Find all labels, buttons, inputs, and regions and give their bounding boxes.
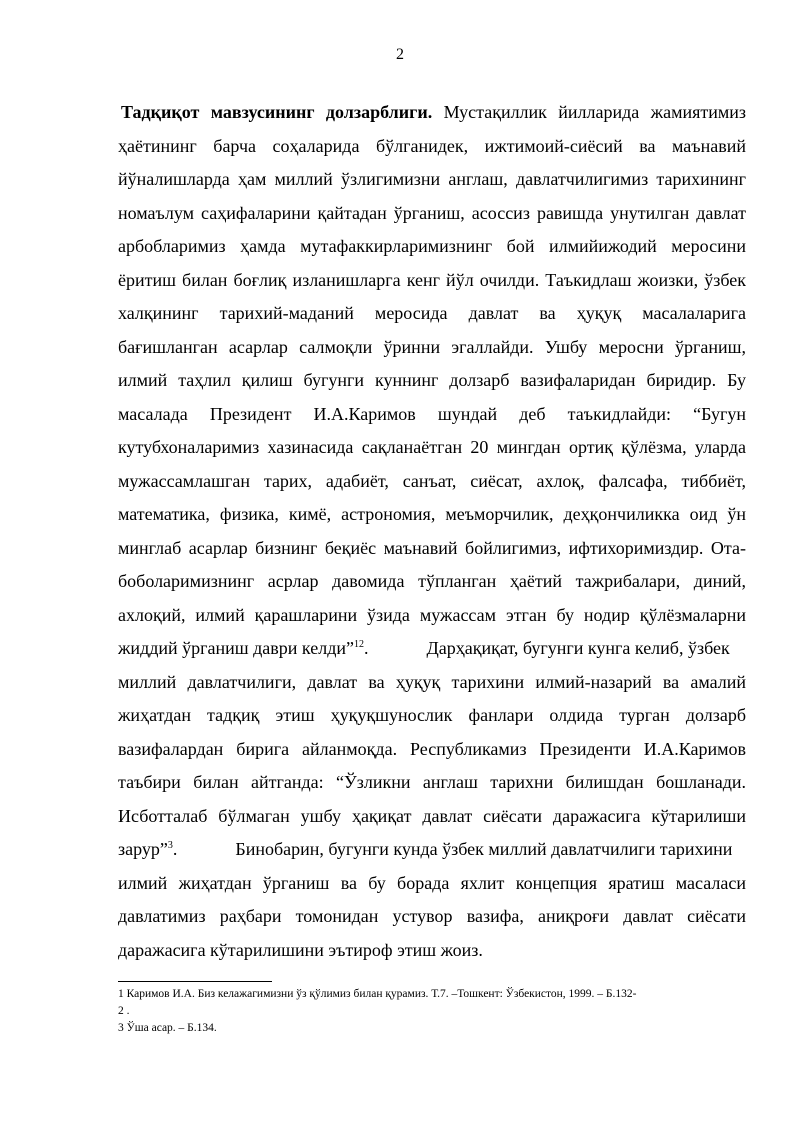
text-span: Бинобарин, бугунги кунда ўзбек миллий давлатчилиги тарихини [235, 839, 733, 859]
footnote-item: 2 . [118, 1005, 130, 1017]
text-line: масалада Президент И.А.Каримов шундай деб таъкидлайди: “Бугун [118, 403, 746, 424]
text-span: зарур” [118, 839, 168, 859]
footnote-item: 3 Ўша асар. – Б.134. [118, 1022, 217, 1034]
text-line: кутубхоналаримиз хазинасида сақланаётган 20 мингдан ортиқ қўлёзма, уларда [118, 437, 746, 457]
text-line: Исботталаб бўлмаган ушбу ҳақиқат давлат сиёсати даражасига кўтарилиши [118, 805, 746, 826]
footnote-ref[interactable]: 12 [353, 639, 364, 650]
text-line: илмий таҳлил қилиш бугунги куннинг долзарб вазифаларидан биридир. Бу [118, 370, 746, 390]
text-line [118, 632, 746, 666]
text-line: арбобларимиз ҳамда мутафаккирларимизнинг бой илмийижодий меросини [118, 236, 746, 256]
text-line: вазифалардан бирига айланмоқда. Республикамиз Президенти И.А.Каримов [118, 738, 746, 759]
text-line: математика, физика, кимё, астрономия, меъморчилик, деҳқончиликка оид ўн [118, 504, 746, 524]
text-line: жиҳатдан тадқиқ этиш ҳуқуқшунослик фанлари олдида турган долзарб [118, 705, 746, 725]
body-text [118, 96, 746, 967]
text-line [118, 833, 746, 867]
text-line: давлатимиз раҳбари томонидан устувор вазифа, аниқроғи давлат сиёсати [118, 906, 746, 926]
text-line: номаълум саҳифаларини қайтадан ўрганиш, асоссиз равишда унутилган давлат [118, 202, 746, 223]
text-line: бағишланган асарлар салмоқли ўринни эгаллайди. Ушбу меросни ўрганиш, [118, 336, 746, 357]
period: . [172, 839, 178, 859]
section-heading: Тадқиқот мавзусининг долзарблиги. [121, 102, 433, 122]
text-line: ахлоқий, илмий қарашларини ўзида мужассам этган бу нодир қўлёзмаларни [118, 604, 746, 625]
text-line: илмий жиҳатдан ўрганиш ва бу борада яхлит концепция яратиш масаласи [118, 872, 746, 893]
text-span: жиддий ўрганиш даври келди” [118, 638, 354, 658]
footnotes [118, 986, 748, 1037]
text-line: таъбири билан айтганда: “Ўзликни англаш тарихни билишдан бошланади. [118, 772, 746, 792]
text-line: ҳаётининг барча соҳаларида бўлганидек, ижтимоий-сиёсий ва маънавий [118, 135, 746, 156]
text-line: йўналишларда ҳам миллий ўзлигимизни англаш, давлатчилигимиз тарихининг [118, 169, 746, 189]
text-line: даражасига кўтарилишини эътироф этиш жоиз. [118, 939, 483, 960]
text-line: минглаб асарлар бизнинг беқиёс маънавий бойлигимиз, ифтихоримиздир. Ота- [118, 537, 746, 558]
text-line: мужассамлашган тарих, адабиёт, санъат, сиёсат, ахлоқ, фалсафа, тиббиёт, [118, 470, 746, 491]
text-span: Мустақиллик йилларида жамиятимиз [443, 102, 747, 122]
text-line: миллий давлатчилиги, давлат ва ҳуқуқ тарихини илмий-назарий ва амалий [118, 671, 746, 692]
period: . [363, 638, 369, 658]
page-number: 2 [396, 46, 404, 63]
footnote-divider [118, 981, 272, 982]
text-line: ёритиш билан боғлиқ изланишларга кенг йўл очилди. Таъкидлаш жоизки, ўзбек [118, 269, 746, 290]
footnote-ref[interactable]: 3 [167, 840, 173, 851]
text-line: боболаримизнинг асрлар давомида тўпланган ҳаётий тажрибалари, диний, [118, 571, 746, 591]
footnote-item: 1 Каримов И.А. Биз келажагимизни ўз қўлимиз билан қурамиз. Т.7. –Тошкент: Ўзбекистон, 1999. – Б.132- [118, 988, 637, 1000]
text-line: халқининг тарихий-маданий меросида давлат ва ҳуқуқ масалаларига [118, 303, 746, 323]
text-span: Дарҳақиқат, бугунги кунга келиб, ўзбек [426, 638, 730, 658]
text-line [118, 96, 746, 130]
